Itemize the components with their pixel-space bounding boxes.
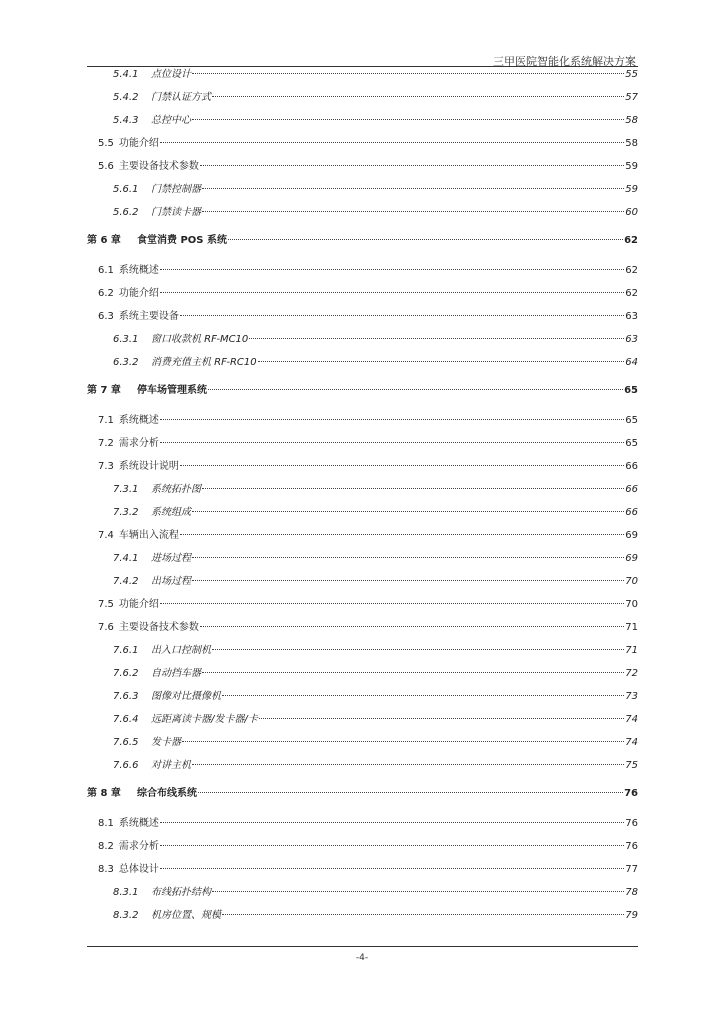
toc-entry-title: 主要设备技术参数 bbox=[118, 622, 199, 633]
toc-entry[interactable] bbox=[98, 137, 638, 151]
toc-entry-page: 71 bbox=[625, 645, 638, 656]
toc-entry-number: 5.4.3 bbox=[113, 115, 139, 126]
toc-leader-dots bbox=[192, 119, 624, 120]
toc-entry-page: 58 bbox=[625, 115, 638, 126]
toc-entry-number: 7.6.5 bbox=[113, 737, 139, 748]
toc-leader-dots bbox=[160, 868, 624, 869]
toc-entry-title: 车辆出入流程 bbox=[118, 530, 179, 541]
toc-entry[interactable] bbox=[113, 575, 638, 589]
toc-leader-dots bbox=[160, 603, 624, 604]
toc-entry-page: 74 bbox=[625, 737, 638, 748]
toc-entry[interactable] bbox=[113, 690, 638, 704]
toc-entry-page: 58 bbox=[625, 138, 638, 149]
toc-entry-title: 门禁认证方式 bbox=[151, 92, 211, 103]
toc-leader-dots bbox=[160, 822, 624, 823]
toc-entry-page: 72 bbox=[625, 668, 638, 679]
toc-entry-page: 70 bbox=[625, 576, 638, 587]
toc-entry-title: 系统主要设备 bbox=[118, 311, 179, 322]
toc-entry-number: 7.6 bbox=[98, 622, 114, 633]
toc-entry[interactable] bbox=[113, 759, 638, 773]
toc-entry[interactable] bbox=[113, 114, 638, 128]
toc-entry-title: 需求分析 bbox=[118, 438, 159, 449]
toc-entry-number: 7.3 bbox=[98, 461, 114, 472]
toc-entry-page: 78 bbox=[625, 887, 638, 898]
toc-entry-number: 7.6.1 bbox=[113, 645, 139, 656]
page-number: -4- bbox=[355, 953, 369, 963]
toc-leader-dots bbox=[202, 188, 624, 189]
toc-entry-number: 7.6.6 bbox=[113, 760, 139, 771]
toc-entry[interactable] bbox=[98, 160, 638, 174]
toc-entry-number: 8.1 bbox=[98, 818, 114, 829]
toc-entry[interactable] bbox=[98, 437, 638, 451]
toc-leader-dots bbox=[222, 914, 624, 915]
toc-entry-number: 第 8 章 bbox=[87, 788, 121, 799]
toc-entry-number: 6.3 bbox=[98, 311, 114, 322]
toc-entry[interactable] bbox=[98, 529, 638, 543]
toc-entry-page: 62 bbox=[624, 235, 638, 246]
toc-leader-dots bbox=[160, 442, 624, 443]
toc-leader-dots bbox=[180, 534, 624, 535]
toc-entry-number: 7.6.2 bbox=[113, 668, 139, 679]
footer-divider bbox=[87, 946, 638, 947]
toc-entry[interactable] bbox=[113, 91, 638, 105]
toc-entry[interactable] bbox=[113, 667, 638, 681]
toc-entry-title: 门禁读卡器 bbox=[151, 207, 201, 218]
toc-entry-title: 自动挡车器 bbox=[151, 668, 201, 679]
toc-entry-page: 63 bbox=[625, 311, 638, 322]
toc-entry-number: 7.4.1 bbox=[113, 553, 139, 564]
toc-entry-page: 66 bbox=[625, 507, 638, 518]
toc-leader-dots bbox=[192, 764, 624, 765]
toc-entry-page: 59 bbox=[625, 161, 638, 172]
toc-entry-page: 63 bbox=[625, 334, 638, 345]
toc-entry-title: 系统组成 bbox=[151, 507, 191, 518]
toc-entry-number: 5.6 bbox=[98, 161, 114, 172]
toc-leader-dots bbox=[258, 361, 625, 362]
toc-entry-number: 7.6.4 bbox=[113, 714, 139, 725]
toc-entry-page: 69 bbox=[625, 530, 638, 541]
toc-entry[interactable] bbox=[98, 414, 638, 428]
toc-entry[interactable] bbox=[98, 863, 638, 877]
toc-entry[interactable] bbox=[98, 621, 638, 635]
toc-entry-number: 6.3.2 bbox=[113, 357, 139, 368]
toc-leader-dots bbox=[160, 419, 624, 420]
header-title: 三甲医院智能化系统解决方案 bbox=[493, 55, 636, 68]
toc-entry[interactable] bbox=[113, 552, 638, 566]
toc-leader-dots bbox=[200, 626, 624, 627]
toc-entry[interactable] bbox=[87, 234, 638, 248]
toc-entry-page: 59 bbox=[625, 184, 638, 195]
toc-leader-dots bbox=[160, 845, 624, 846]
toc-leader-dots bbox=[160, 292, 624, 293]
toc-entry-page: 69 bbox=[625, 553, 638, 564]
toc-entry-page: 65 bbox=[625, 438, 638, 449]
toc-entry-number: 7.1 bbox=[98, 415, 114, 426]
toc-leader-dots bbox=[198, 792, 623, 793]
toc-entry[interactable] bbox=[98, 598, 638, 612]
toc-leader-dots bbox=[202, 672, 624, 673]
toc-leader-dots bbox=[192, 511, 624, 512]
toc-leader-dots bbox=[228, 239, 623, 240]
toc-entry-title: 食堂消费 POS 系统 bbox=[137, 235, 227, 246]
toc-leader-dots bbox=[249, 338, 624, 339]
toc-entry-number: 7.2 bbox=[98, 438, 114, 449]
toc-entry-page: 76 bbox=[624, 788, 638, 799]
toc-entry-number: 7.6.3 bbox=[113, 691, 139, 702]
toc-entry-title: 布线拓扑结构 bbox=[151, 887, 211, 898]
toc-entry[interactable] bbox=[113, 483, 638, 497]
toc-entry-page: 64 bbox=[625, 357, 638, 368]
toc-leader-dots bbox=[200, 165, 624, 166]
toc-entry[interactable] bbox=[113, 206, 638, 220]
toc-entry-page: 62 bbox=[625, 265, 638, 276]
toc-leader-dots bbox=[160, 142, 624, 143]
toc-entry-page: 77 bbox=[625, 864, 638, 875]
toc-entry-number: 8.3 bbox=[98, 864, 114, 875]
toc-entry-page: 57 bbox=[625, 92, 638, 103]
toc-entry-number: 7.4.2 bbox=[113, 576, 139, 587]
toc-leader-dots bbox=[202, 211, 624, 212]
toc-entry[interactable] bbox=[98, 840, 638, 854]
toc-entry-title: 出场过程 bbox=[151, 576, 191, 587]
toc-entry-number: 7.3.1 bbox=[113, 484, 139, 495]
toc-entry-page: 66 bbox=[625, 461, 638, 472]
toc-entry[interactable] bbox=[113, 644, 638, 658]
toc-entry-title: 功能介绍 bbox=[118, 138, 159, 149]
toc-entry-number: 5.4.2 bbox=[113, 92, 139, 103]
toc-leader-dots bbox=[192, 73, 624, 74]
toc-entry-page: 65 bbox=[624, 385, 638, 396]
toc-entry-title: 出入口控制机 bbox=[151, 645, 211, 656]
toc-entry-title: 消费充值主机 RF-RC10 bbox=[151, 357, 257, 368]
toc-leader-dots bbox=[212, 96, 624, 97]
toc-entry-number: 7.3.2 bbox=[113, 507, 139, 518]
toc-entry[interactable] bbox=[113, 909, 638, 923]
toc-entry-page: 65 bbox=[625, 415, 638, 426]
toc-leader-dots bbox=[212, 649, 624, 650]
toc-entry[interactable] bbox=[113, 68, 638, 82]
toc-entry[interactable] bbox=[113, 506, 638, 520]
toc-entry-title: 功能介绍 bbox=[118, 599, 159, 610]
toc-entry[interactable] bbox=[113, 736, 638, 750]
toc-entry[interactable] bbox=[113, 333, 638, 347]
toc-leader-dots bbox=[180, 315, 624, 316]
toc-entry-page: 79 bbox=[625, 910, 638, 921]
toc-entry[interactable] bbox=[113, 356, 638, 370]
toc-entry-page: 55 bbox=[625, 69, 638, 80]
toc-leader-dots bbox=[180, 465, 624, 466]
toc-entry-title: 需求分析 bbox=[118, 841, 159, 852]
toc-entry[interactable] bbox=[87, 787, 638, 801]
toc-entry-title: 停车场管理系统 bbox=[137, 385, 207, 396]
toc-entry-number: 8.2 bbox=[98, 841, 114, 852]
toc-entry-title: 系统设计说明 bbox=[118, 461, 179, 472]
toc-entry-title: 系统概述 bbox=[118, 265, 159, 276]
toc-entry[interactable] bbox=[98, 287, 638, 301]
toc-entry[interactable] bbox=[98, 310, 638, 324]
toc-entry-title: 对讲主机 bbox=[151, 760, 191, 771]
toc-entry-page: 60 bbox=[625, 207, 638, 218]
toc-entry-title: 进场过程 bbox=[151, 553, 191, 564]
toc-entry-title: 远距离读卡器/发卡器/卡 bbox=[151, 714, 258, 725]
toc-entry-number: 第 6 章 bbox=[87, 235, 121, 246]
toc-entry-number: 6.3.1 bbox=[113, 334, 139, 345]
toc-entry-page: 71 bbox=[625, 622, 638, 633]
toc-entry-page: 73 bbox=[625, 691, 638, 702]
toc-leader-dots bbox=[259, 718, 625, 719]
toc-entry-page: 76 bbox=[625, 818, 638, 829]
toc-entry-number: 6.1 bbox=[98, 265, 114, 276]
toc-entry-title: 系统概述 bbox=[118, 818, 159, 829]
toc-leader-dots bbox=[160, 269, 624, 270]
toc-entry[interactable] bbox=[98, 817, 638, 831]
toc-entry-page: 75 bbox=[625, 760, 638, 771]
toc-entry-number: 5.4.1 bbox=[113, 69, 139, 80]
toc-entry-number: 6.2 bbox=[98, 288, 114, 299]
toc-entry[interactable] bbox=[98, 264, 638, 278]
header-divider bbox=[87, 66, 638, 67]
toc-entry-title: 发卡器 bbox=[151, 737, 181, 748]
toc-leader-dots bbox=[182, 741, 624, 742]
toc-leader-dots bbox=[212, 891, 624, 892]
toc-entry[interactable] bbox=[87, 384, 638, 398]
toc-entry[interactable] bbox=[113, 713, 638, 727]
toc-entry[interactable] bbox=[98, 460, 638, 474]
toc-entry-title: 综合布线系统 bbox=[137, 788, 197, 799]
toc-entry-title: 功能介绍 bbox=[118, 288, 159, 299]
toc-leader-dots bbox=[202, 488, 624, 489]
toc-leader-dots bbox=[192, 580, 624, 581]
toc-entry-number: 5.5 bbox=[98, 138, 114, 149]
toc-entry-page: 66 bbox=[625, 484, 638, 495]
toc-entry-number: 第 7 章 bbox=[87, 385, 121, 396]
toc-entry-title: 点位设计 bbox=[151, 69, 191, 80]
toc-entry-page: 62 bbox=[625, 288, 638, 299]
toc-entry-page: 70 bbox=[625, 599, 638, 610]
toc-entry-number: 5.6.2 bbox=[113, 207, 139, 218]
toc-entry-number: 7.5 bbox=[98, 599, 114, 610]
toc-entry-number: 7.4 bbox=[98, 530, 114, 541]
toc-entry-title: 系统拓扑图 bbox=[151, 484, 201, 495]
toc-entry-page: 76 bbox=[625, 841, 638, 852]
toc-entry-title: 总体设计 bbox=[118, 864, 159, 875]
toc-leader-dots bbox=[192, 557, 624, 558]
toc-entry-number: 5.6.1 bbox=[113, 184, 139, 195]
toc-entry-title: 窗口收款机 RF-MC10 bbox=[151, 334, 249, 345]
toc-entry-title: 门禁控制器 bbox=[151, 184, 201, 195]
toc-entry-number: 8.3.2 bbox=[113, 910, 139, 921]
toc-leader-dots bbox=[222, 695, 624, 696]
toc-entry[interactable] bbox=[113, 886, 638, 900]
toc-entry-title: 主要设备技术参数 bbox=[118, 161, 199, 172]
toc-leader-dots bbox=[208, 389, 623, 390]
toc-entry[interactable] bbox=[113, 183, 638, 197]
toc-entry-number: 8.3.1 bbox=[113, 887, 139, 898]
toc-entry-title: 机房位置、规模 bbox=[151, 910, 221, 921]
toc-entry-title: 系统概述 bbox=[118, 415, 159, 426]
toc-entry-title: 总控中心 bbox=[151, 115, 191, 126]
toc-entry-page: 74 bbox=[625, 714, 638, 725]
toc-entry-title: 图像对比摄像机 bbox=[151, 691, 221, 702]
